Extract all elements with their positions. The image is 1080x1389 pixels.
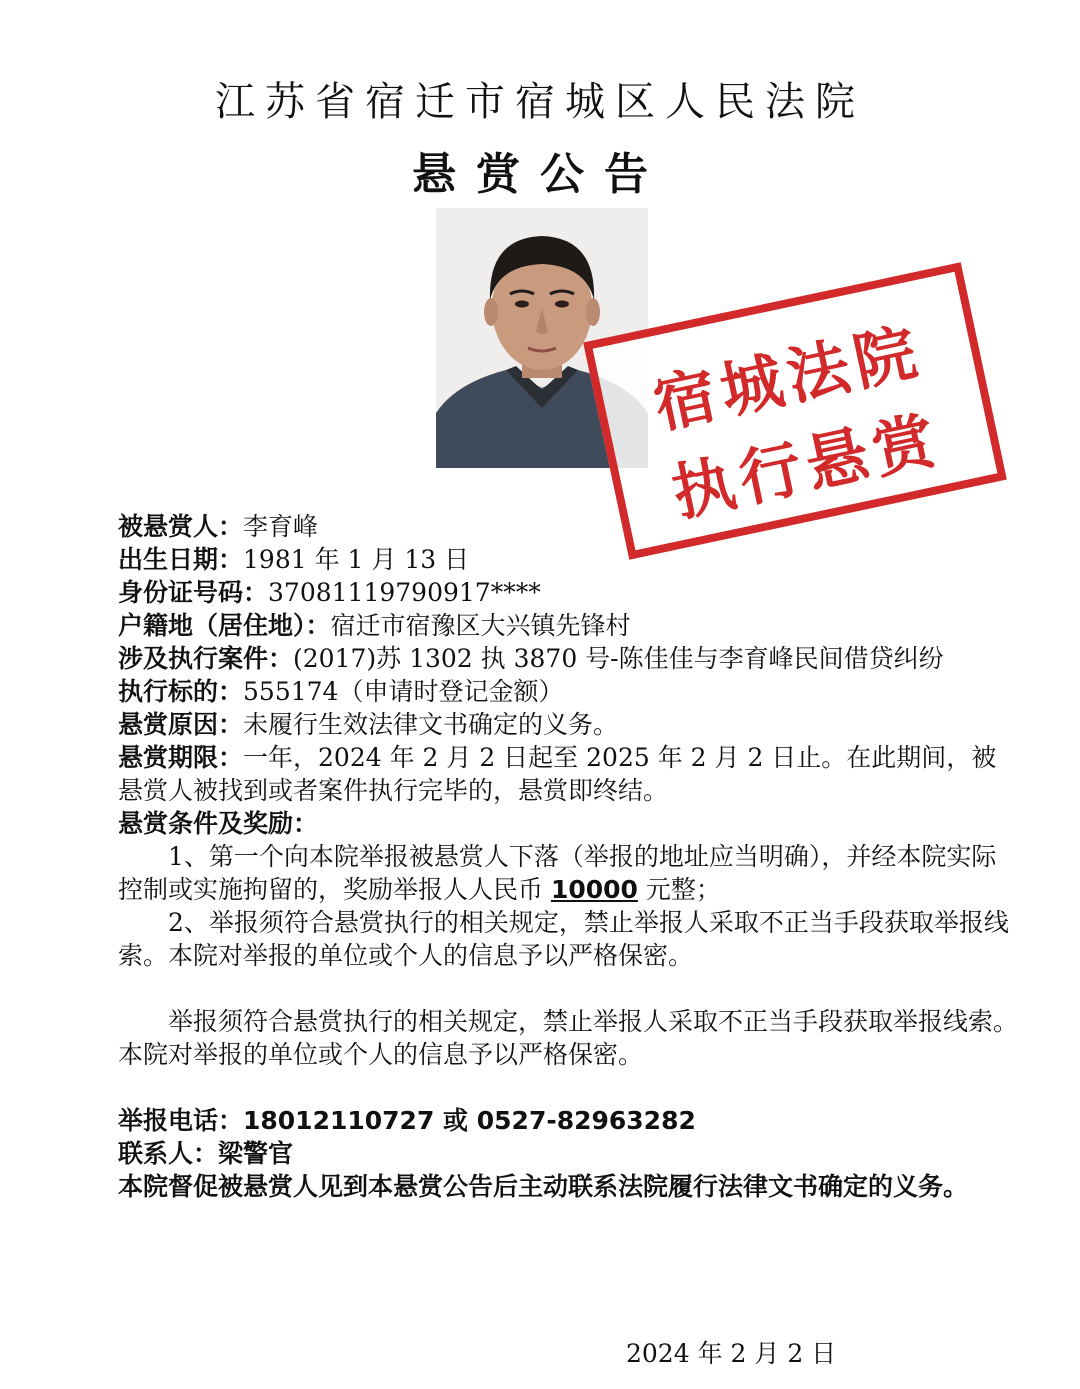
court-urge: 本院督促被悬赏人见到本悬赏公告后主动联系法院履行法律文书确定的义务。 [118, 1172, 969, 1201]
stamp-line-2: 执行悬赏 [666, 402, 948, 531]
field-name [118, 510, 1018, 543]
field-value: 37081119790917**** [268, 578, 541, 607]
field-label: 悬赏原因： [118, 710, 244, 739]
field-period [118, 741, 1018, 807]
field-label: 户籍地（居住地）： [118, 611, 331, 640]
field-label: 涉及执行案件： [118, 644, 294, 673]
field-value: 1981 年 1 月 13 日 [243, 545, 470, 574]
field-value: 李育峰 [243, 512, 319, 541]
contact-person: 联系人：梁警官 [118, 1139, 294, 1168]
field-label: 出生日期： [118, 545, 244, 574]
field-value: 一年，2024 年 2 月 2 日起至 2025 年 2 月 2 日止。在此期间，被悬赏人被找到或者案件执行完毕的，悬赏即终结。 [118, 743, 997, 805]
field-residence [118, 609, 1018, 642]
report-phone: 举报电话：18012110727 或 0527-82963282 [118, 1106, 696, 1135]
notice-body [118, 510, 1018, 1203]
conditions-heading: 悬赏条件及奖励： [118, 809, 319, 838]
confidentiality-notice: 举报须符合悬赏执行的相关规定，禁止举报人采取不正当手段获取举报线索。本院对举报的单位或个人的信息予以严格保密。 [118, 1007, 1019, 1069]
field-value: 未履行生效法律文书确定的义务。 [243, 710, 619, 739]
court-name: 江苏省宿迁市宿城区人民法院 [215, 79, 865, 125]
field-reason [118, 708, 1018, 741]
field-birth [118, 543, 1018, 576]
notice-title: 悬赏公告 [412, 149, 668, 200]
field-label: 身份证号码： [118, 578, 269, 607]
field-id [118, 576, 1018, 609]
spacer [118, 972, 1018, 1005]
condition-item-2: 2、举报须符合悬赏执行的相关规定，禁止举报人采取不正当手段获取举报线索。本院对举报的单位或个人的信息予以严格保密。 [118, 908, 1009, 970]
field-label: 悬赏期限： [118, 743, 244, 772]
field-case [118, 642, 1018, 675]
field-value: (2017)苏 1302 执 3870 号-陈佳佳与李育峰民间借贷纠纷 [293, 644, 944, 673]
issue-date: 2024 年 2 月 2 日 [626, 1339, 837, 1368]
field-target [118, 675, 1018, 708]
condition-text: 元整； [637, 875, 721, 904]
field-value: 555174（申请时登记金额） [243, 677, 564, 706]
field-value: 宿迁市宿豫区大兴镇先锋村 [330, 611, 631, 640]
condition-text: 1、第一个向本院举报被悬赏人下落（举报的地址应当明确），并经本院实际控制或实施拘留的，奖励举报人人民币 [118, 842, 997, 904]
spacer [118, 1071, 1018, 1104]
stamp-line-1: 宿城法院 [647, 314, 929, 443]
field-label: 执行标的： [118, 677, 244, 706]
reward-amount: 10000 [550, 875, 638, 904]
field-label: 被悬赏人： [118, 512, 244, 541]
condition-item-1 [118, 840, 1018, 906]
